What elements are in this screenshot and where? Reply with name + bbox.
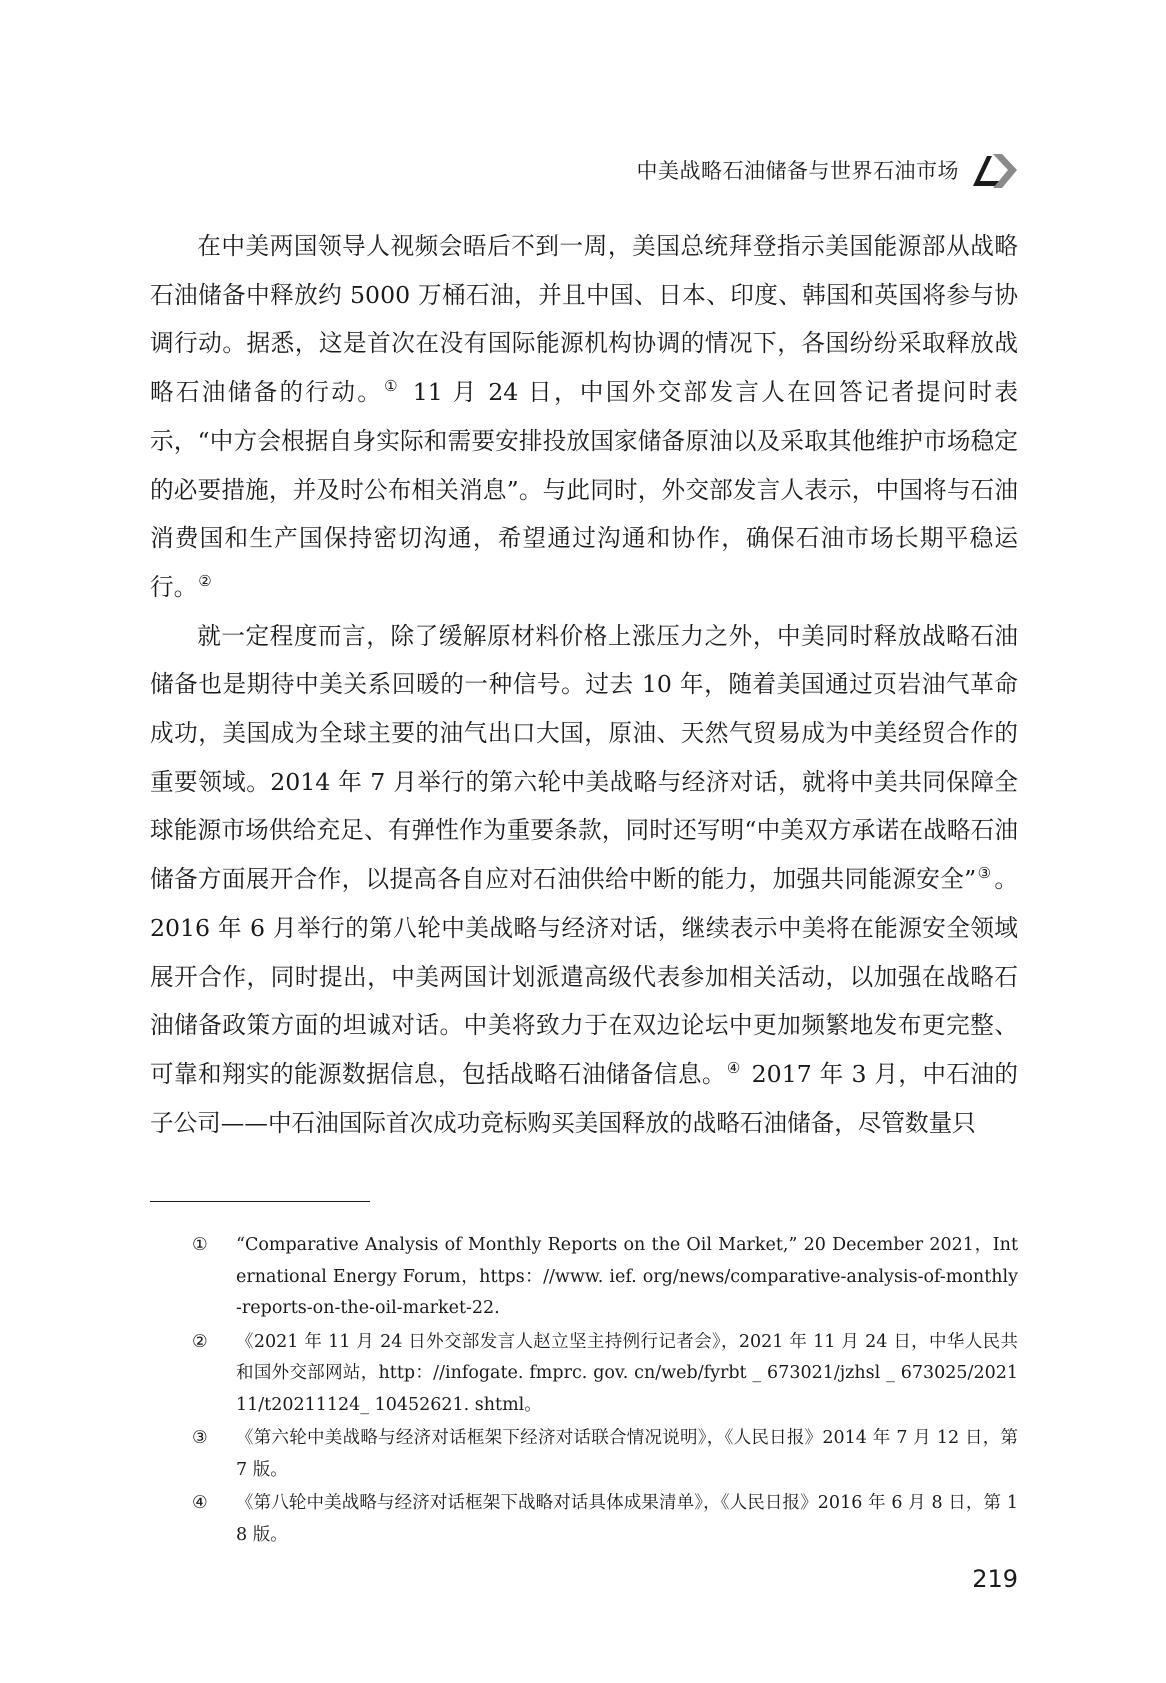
footnote-mark: ① xyxy=(192,1235,208,1255)
footnote-ref[interactable]: ④ xyxy=(726,1059,741,1078)
footnote-text: “Comparative Analysis of Monthly Reports on the Oil Market,” 20 December 2021，International Energy Forum，https：//www. ief. org/news/comparative-analysis-of-monthly-reports-on-the-oil-market-22. xyxy=(236,1235,1018,1318)
paragraph-text: 11 月 24 日，中国外交部发言人在回答记者提问时表示，“中方会根据自身实际和需要安排投放国家储备原油以及采取其他维护市场稳定的必要措施，并及时公布相关消息”。与此同时，外交部发言人表示，中国将与石油消费国和生产国保持密切沟通，希望通过沟通和协作，确保石油市场长期平稳运行。 xyxy=(150,378,1019,601)
running-header-title: 中美战略石油储备与世界石油市场 xyxy=(636,159,959,183)
footnote-ref[interactable]: ① xyxy=(384,377,400,396)
body-text xyxy=(150,222,1018,1147)
footnote-divider xyxy=(150,1201,370,1202)
footnote-mark: ③ xyxy=(192,1428,208,1448)
footnotes xyxy=(150,1230,1018,1553)
paragraph-text: 就一定程度而言，除了缓解原材料价格上涨压力之外，中美同时释放战略石油储备也是期待中美关系回暖的一种信号。过去 10 年，随着美国通过页岩油气革命成功，美国成为全球主要的油气出口大国，原油、天然气贸易成为中美经贸合作的重要领域。2014 年 7 月举行的第六轮中美战略与经济对话，就将中美共同保障全球能源市场供给充足、有弹性作为重要条款，同时还写明“中美双方承诺在战略石油储备方面展开合作，以提高各自应对石油供给中断的能力，加强共同能源安全” xyxy=(150,621,1018,894)
footnote-text: 《2021 年 11 月 24 日外交部发言人赵立坚主持例行记者会》，2021 年 11 月 24 日，中华人民共和国外交部网站，http：//infogate. fmprc. gov. cn/web/fyrbt _ 673021/jzhsl _ 673025/202111/t20211124_ 10452621. shtml。 xyxy=(236,1331,1018,1415)
footnote-ref[interactable]: ② xyxy=(198,572,212,591)
footnote-mark: ② xyxy=(192,1331,208,1352)
footnote-item xyxy=(150,1230,1018,1325)
running-header xyxy=(637,150,1024,190)
footnote-text: 《第六轮中美战略与经济对话框架下经济对话联合情况说明》，《人民日报》2014 年 7 月 12 日，第 7 版。 xyxy=(236,1428,1018,1480)
footnote-ref[interactable]: ③ xyxy=(977,864,992,883)
footnote-item xyxy=(150,1488,1018,1551)
chapter-arrow-icon xyxy=(971,150,1023,190)
footnote-mark: ④ xyxy=(192,1493,208,1513)
paragraph-text: 。2016 年 6 月举行的第八轮中美战略与经济对话，继续表示中美将在能源安全领域展开合作，同时提出，中美两国计划派遣高级代表参加相关活动，以加强在战略石油储备政策方面的坦诚对话。中美将致力于在双边论坛中更加频繁地发布更完整、可靠和翔实的能源数据信息，包括战略石油储备信息。 xyxy=(150,865,1018,1088)
paragraph-text: 在中美两国领导人视频会晤后不到一周，美国总统拜登指示美国能源部从战略石油储备中释放约 5000 万桶石油，并且中国、日本、印度、韩国和英国将参与协调行动。据悉，这是首次在没有国际能源机构协调的情况下，各国纷纷采取释放战略石油储备的行动。 xyxy=(150,232,1018,407)
page-number: 219 xyxy=(972,1565,1018,1593)
footnote-item xyxy=(150,1423,1018,1486)
paragraph xyxy=(150,222,1018,612)
paragraph xyxy=(150,612,1018,1148)
paragraph-text: 2017 年 3 月，中石油的子公司——中石油国际首次成功竞标购买美国释放的战略石油储备，尽管数量只 xyxy=(150,1059,1018,1137)
footnote-item xyxy=(150,1327,1018,1422)
footnote-text: 《第八轮中美战略与经济对话框架下战略对话具体成果清单》，《人民日报》2016 年 6 月 8 日，第 18 版。 xyxy=(236,1493,1018,1545)
